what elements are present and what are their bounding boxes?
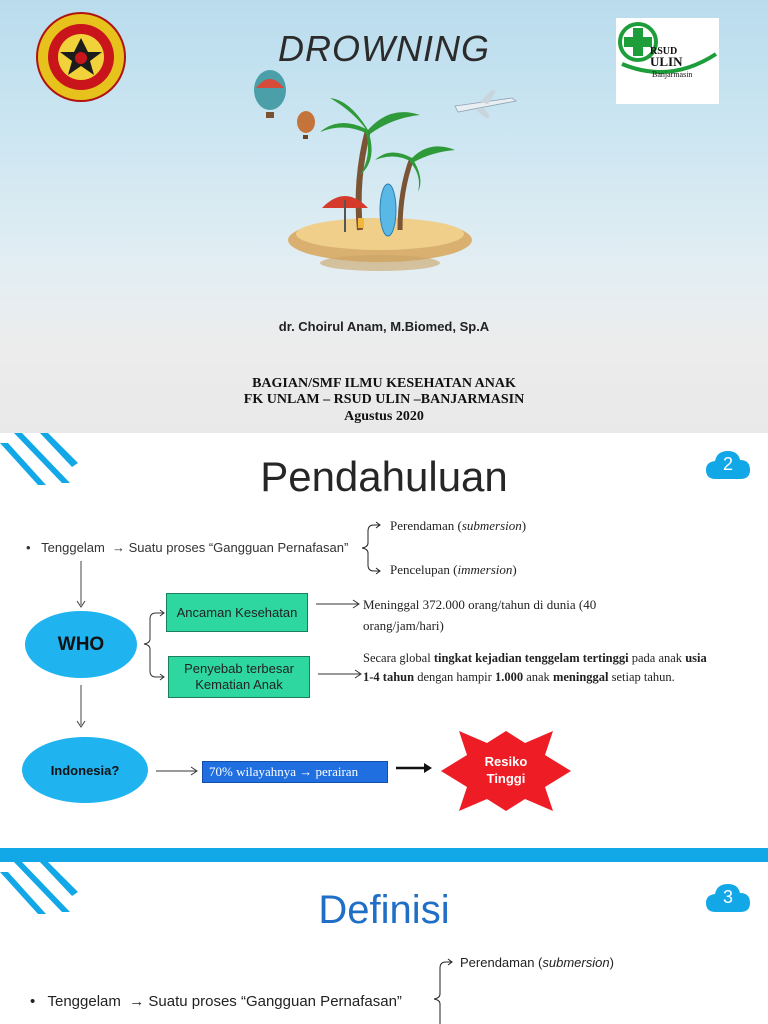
arrow-right-icon <box>316 597 362 611</box>
hospital-logo <box>616 18 719 104</box>
bullet-definition: → Suatu proses “Gangguan Pernafasan” <box>112 540 349 555</box>
org-line-2: FK UNLAM – RSUD ULIN –BANJARMASIN <box>243 392 525 407</box>
page-number: 2 <box>722 454 733 474</box>
arrow-down-icon <box>76 685 86 729</box>
hospital-logo-line-1: RSUD <box>650 46 678 57</box>
resiko-tinggi-star <box>441 731 571 811</box>
hospital-logo-line-3: Banjarmasin <box>652 70 693 79</box>
fact-global: Secara global tingkat kejadian tenggelam tertinggi pada anak usia 1-4 tahun dengan hampir 1.000 anak meninggal setiap tahun. <box>363 651 707 684</box>
resiko-label: Resiko <box>484 754 528 769</box>
bullet-tenggelam <box>30 993 402 1010</box>
branch-pencelupan: Pencelupan (immersion) <box>390 562 517 577</box>
bullet-term: Tenggelam <box>47 993 121 1010</box>
page-number-badge <box>704 880 752 914</box>
who-brace <box>142 605 166 685</box>
title-slide <box>0 0 768 433</box>
box-penyebab-kematian: Penyebab terbesar Kematian Anak <box>168 656 310 698</box>
bullet-term: Tenggelam <box>41 540 105 555</box>
indonesia-label: Indonesia? <box>50 762 120 778</box>
slide-definisi <box>0 862 768 1024</box>
box-ancaman-kesehatan: Ancaman Kesehatan <box>166 593 308 632</box>
slide-pendahuluan <box>0 433 768 848</box>
who-label: WHO <box>57 633 105 655</box>
bullet-dot: • <box>26 540 31 555</box>
org-line-1: BAGIAN/SMF ILMU KESEHATAN ANAK <box>252 376 516 391</box>
arrow-right-icon <box>318 667 364 681</box>
bullet-definition: → Suatu proses “Gangguan Pernafasan” <box>129 993 402 1010</box>
fact-meninggal: Meninggal 372.000 orang/tahun di dunia (40 orang/jam/hari) <box>363 597 597 633</box>
hot-air-balloon-icon <box>254 70 286 118</box>
slide-title: Definisi <box>318 888 450 932</box>
page-number-badge <box>704 447 752 481</box>
bullet-dot: • <box>30 993 36 1010</box>
airplane-icon <box>455 90 516 118</box>
slide-title: Pendahuluan <box>260 453 508 500</box>
arrow-right-bold-icon <box>396 761 436 775</box>
branch-perendaman: Perendaman (submersion) <box>460 955 614 970</box>
brace-branch <box>434 954 456 1024</box>
author-name: dr. Choirul Anam, M.Biomed, Sp.A <box>278 319 490 334</box>
bullet-tenggelam <box>26 540 348 555</box>
who-ellipse <box>25 611 137 678</box>
arrow-right-icon <box>156 764 200 778</box>
hospital-logo-line-2: ULIN <box>650 54 683 69</box>
org-line-3: Agustus 2020 <box>344 409 424 424</box>
page-number: 3 <box>722 887 733 907</box>
tropical-island-illustration <box>250 60 530 280</box>
tinggi-label: Tinggi <box>486 771 526 786</box>
brace-branch <box>362 517 384 579</box>
slide-separator <box>0 848 768 862</box>
box-wilayah-perairan: 70% wilayahnya → perairan <box>202 761 388 783</box>
presentation-title: DROWNING <box>278 28 490 69</box>
branch-perendaman: Perendaman (submersion) <box>390 518 527 533</box>
indonesia-ellipse <box>22 737 148 803</box>
arrow-down-icon <box>76 561 86 611</box>
